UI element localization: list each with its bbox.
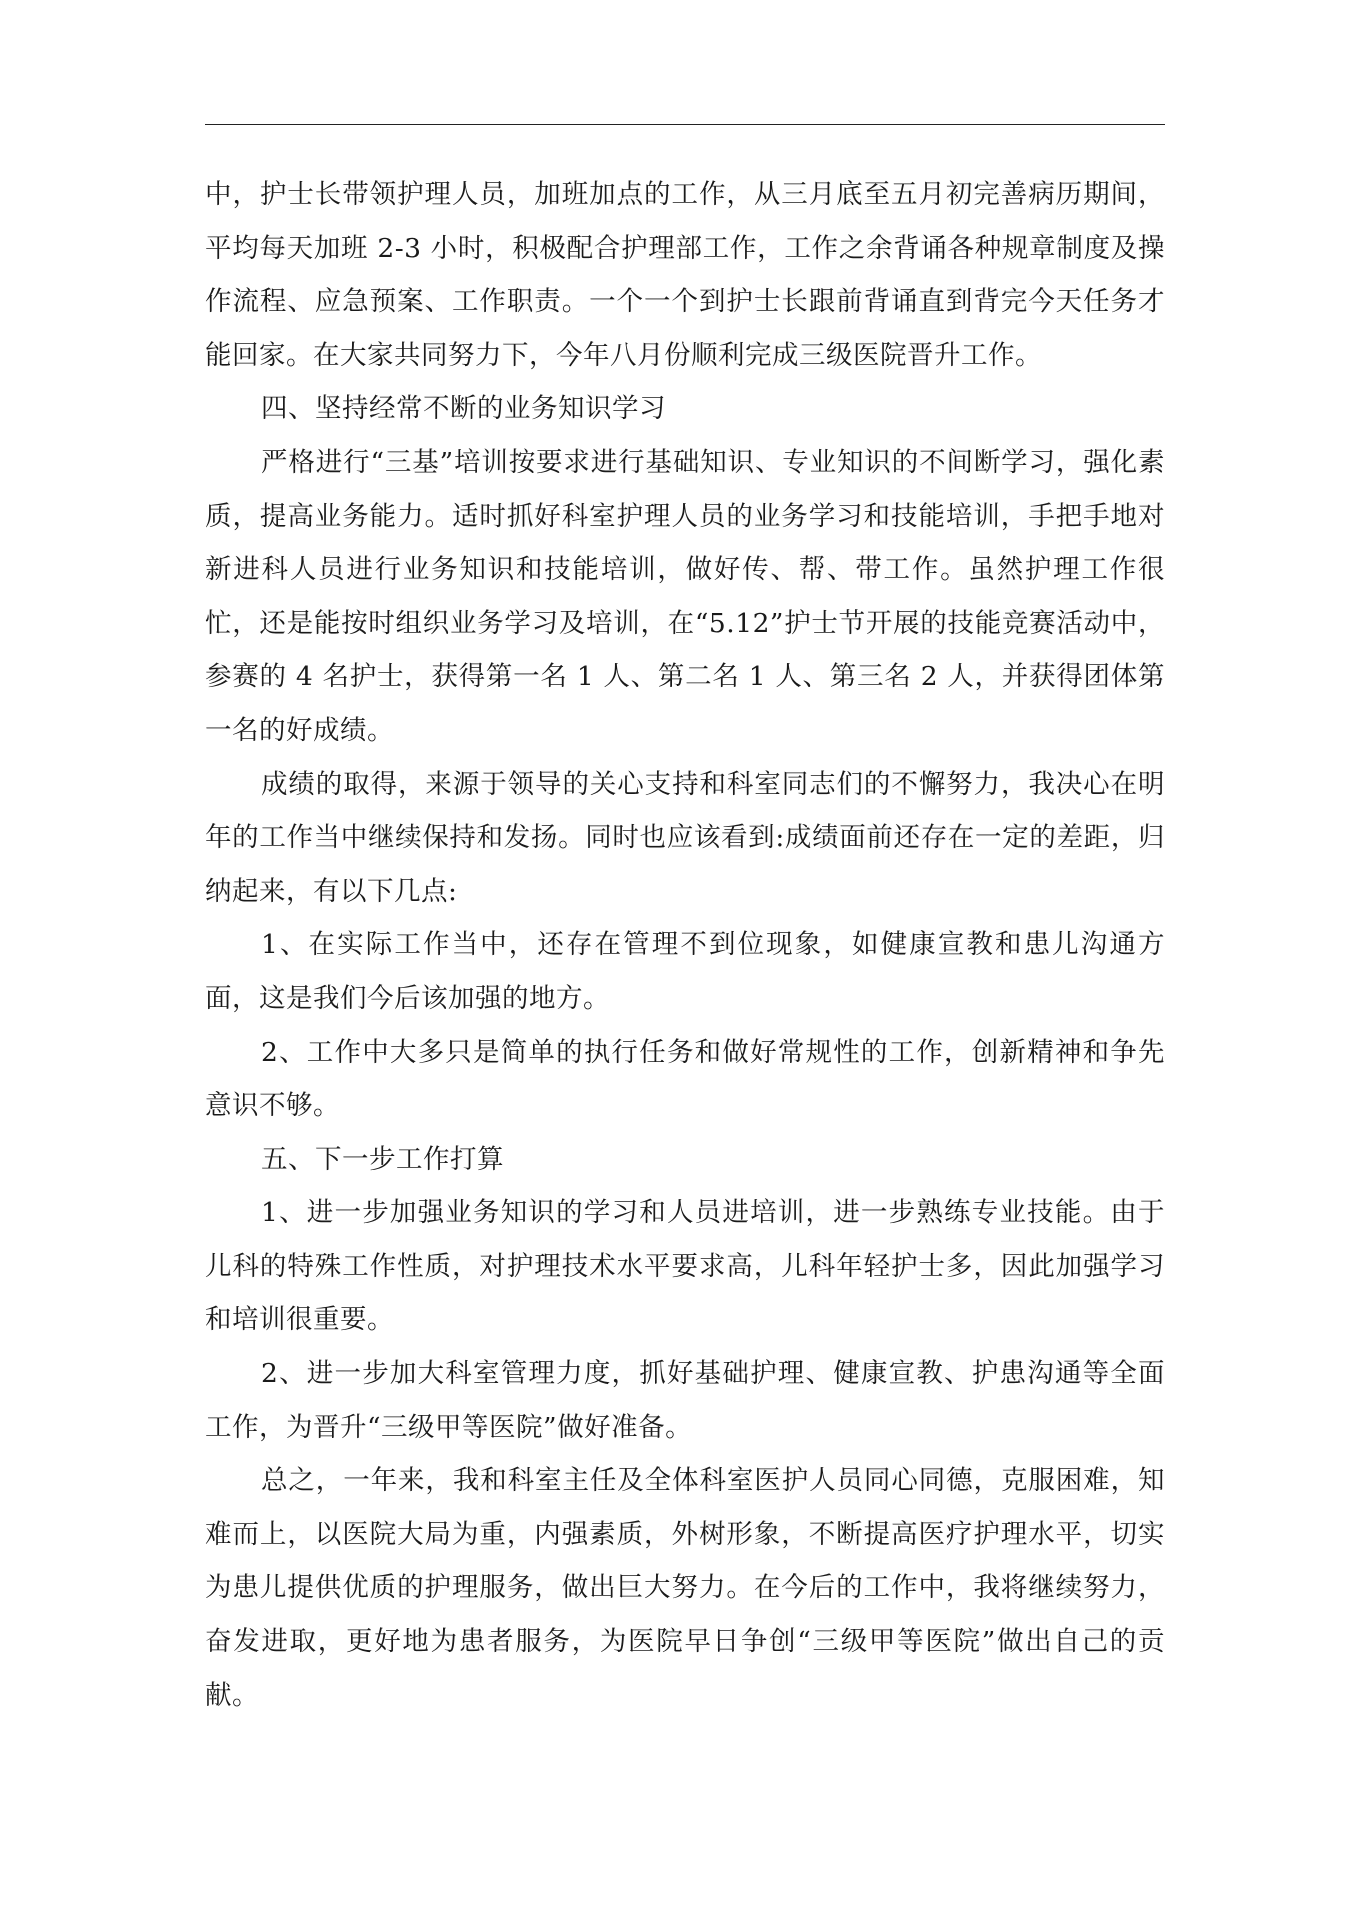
paragraph-continuation: 中，护士长带领护理人员，加班加点的工作，从三月底至五月初完善病历期间，平均每天加班 2-3 小时，积极配合护理部工作，工作之余背诵各种规章制度及操作流程、应急预案、工作职责。一个一个到护士长跟前背诵直到背完今天任务才能回家。在大家共同努力下，今年八月份顺利完成三级医院晋升工作。	[205, 179, 1165, 371]
paragraph-conclusion: 总之，一年来，我和科室主任及全体科室医护人员同心同德，克服困难，知难而上，以医院大局为重，内强素质，外树形象，不断提高医疗护理水平，切实为患儿提供优质的护理服务，做出巨大努力。在今后的工作中，我将继续努力，奋发进取，更好地为患者服务，为医院早日争创“三级甲等医院”做出自己的贡献。	[205, 1465, 1165, 1711]
document-body	[205, 168, 1165, 1722]
section-heading-five: 五、下一步工作打算	[261, 1143, 504, 1175]
list-item-shortcoming-2: 2、工作中大多只是简单的执行任务和做好常规性的工作，创新精神和争先意识不够。	[205, 1036, 1165, 1122]
paragraph-achievements: 成绩的取得，来源于领导的关心支持和科室同志们的不懈努力，我决心在明年的工作当中继续保持和发扬。同时也应该看到:成绩面前还存在一定的差距，归纳起来，有以下几点:	[205, 768, 1165, 907]
header-rule	[205, 124, 1165, 125]
list-item-plan-2: 2、进一步加大科室管理力度，抓好基础护理、健康宣教、护患沟通等全面工作，为晋升“三级甲等医院”做好准备。	[205, 1358, 1165, 1443]
list-item-shortcoming-1: 1、在实际工作当中，还存在管理不到位现象，如健康宣教和患儿沟通方面，这是我们今后该加强的地方。	[205, 929, 1165, 1014]
list-item-plan-1: 1、进一步加强业务知识的学习和人员进培训，进一步熟练专业技能。由于儿科的特殊工作性质，对护理技术水平要求高，儿科年轻护士多，因此加强学习和培训很重要。	[205, 1197, 1165, 1336]
section-heading-four: 四、坚持经常不断的业务知识学习	[261, 393, 666, 425]
paragraph-training: 严格进行“三基”培训按要求进行基础知识、专业知识的不间断学习，强化素质，提高业务能力。适时抓好科室护理人员的业务学习和技能培训，手把手地对新进科人员进行业务知识和技能培训，做好传、帮、带工作。虽然护理工作很忙，还是能按时组织业务学习及培训，在“5.12”护士节开展的技能竞赛活动中，参赛的 4 名护士，获得第一名 1 人、第二名 1 人、第三名 2 人，并获得团体第一名的好成绩。	[205, 446, 1165, 746]
